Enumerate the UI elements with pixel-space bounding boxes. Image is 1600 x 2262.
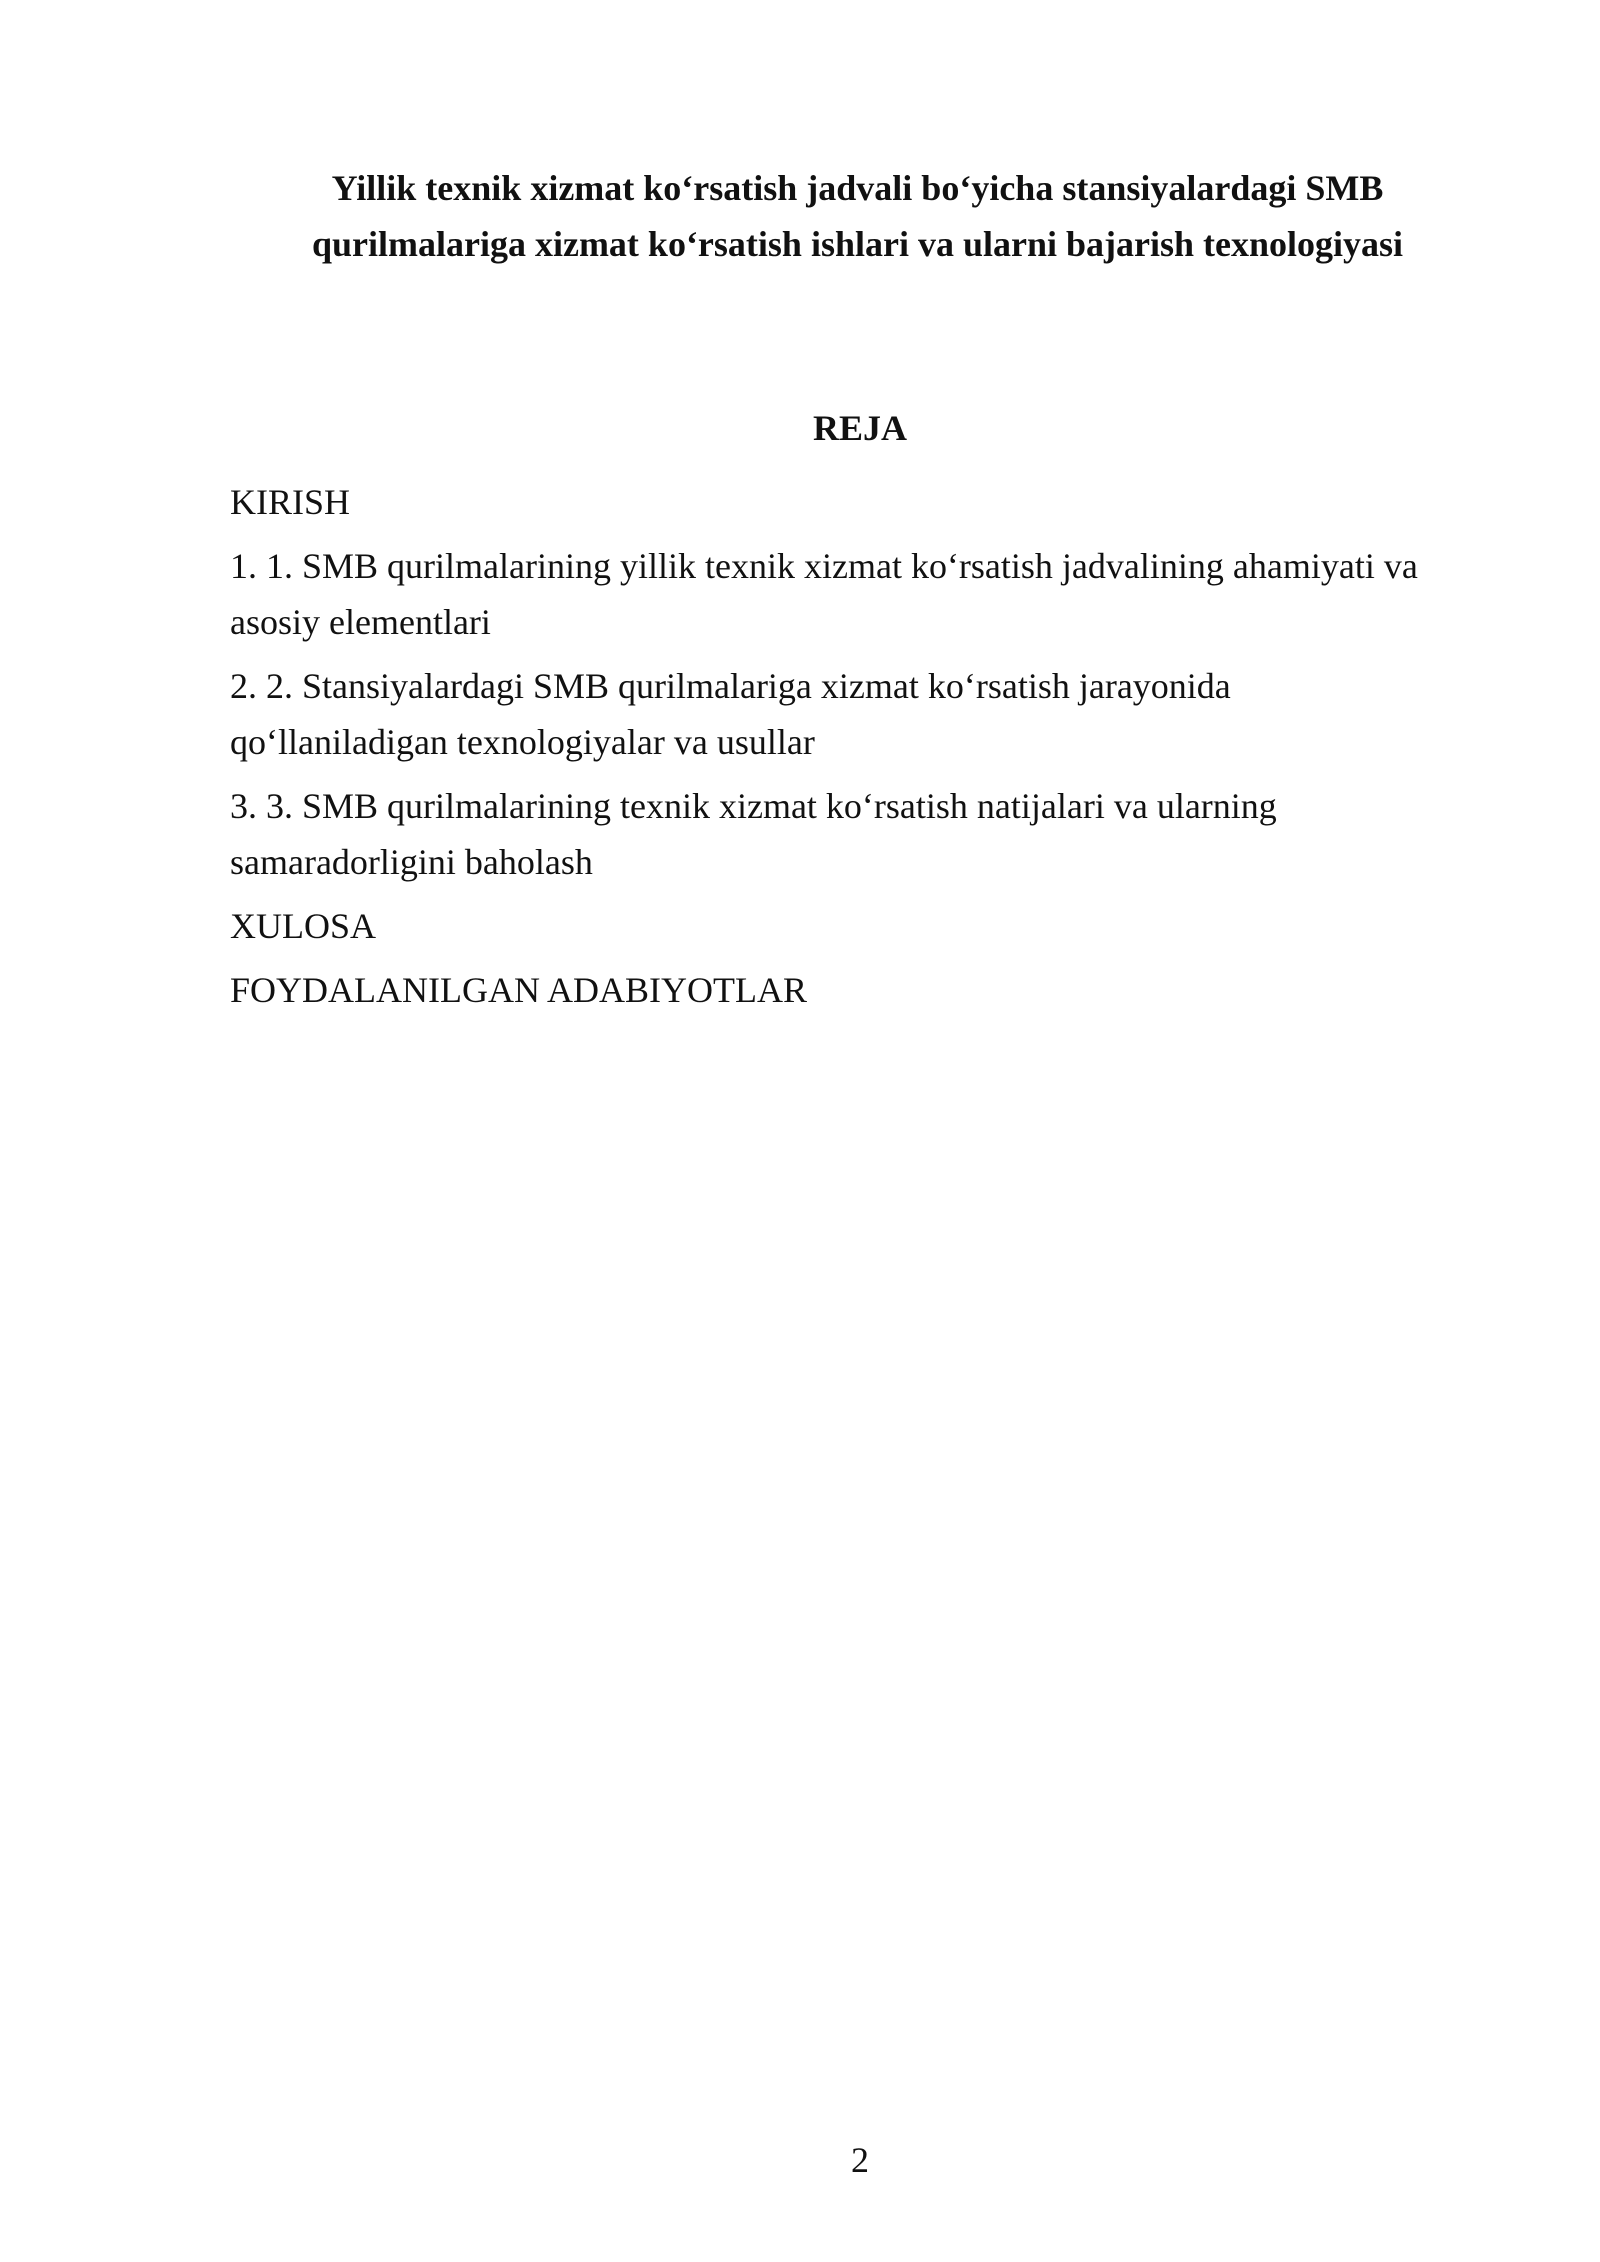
toc-entry-text: asosiy elementlari	[230, 602, 491, 642]
toc-entry-text: XULOSA	[230, 906, 377, 946]
page-number: 2	[851, 2140, 869, 2180]
title-line-2: qurilmalariga xizmat ko‘rsatish ishlari va ularni bajarish texnologiyasi	[311, 224, 1404, 264]
document-title	[230, 160, 1485, 272]
toc-entry-2	[230, 658, 1500, 770]
toc-entry-text: 1. 1. SMB qurilmalarining yillik texnik xizmat ko‘rsatish jadvalining ahamiyati va	[230, 546, 1418, 586]
toc-entry-text: samaradorligini baholash	[230, 842, 593, 882]
toc-entry-conclusion	[230, 898, 1500, 954]
toc-entry-text: 3. 3. SMB qurilmalarining texnik xizmat ko‘rsatish natijalari va ularning	[230, 786, 1277, 826]
title-line-1: Yillik texnik xizmat ko‘rsatish jadvali bo‘yicha stansiyalardagi SMB	[331, 168, 1384, 208]
toc-entry-3	[230, 778, 1500, 890]
toc-entry-text: 2. 2. Stansiyalardagi SMB qurilmalariga xizmat ko‘rsatish jarayonida	[230, 666, 1231, 706]
toc-entry-text: FOYDALANILGAN ADABIYOTLAR	[230, 970, 807, 1010]
toc-entry-text: KIRISH	[230, 482, 351, 522]
toc-entry-text: qo‘llaniladigan texnologiyalar va usullar	[230, 722, 815, 762]
toc-entry-intro	[230, 474, 1500, 530]
table-of-contents	[230, 474, 1500, 1026]
toc-entry-1	[230, 538, 1500, 650]
plan-heading: REJA	[812, 408, 907, 448]
toc-entry-references	[230, 962, 1500, 1018]
